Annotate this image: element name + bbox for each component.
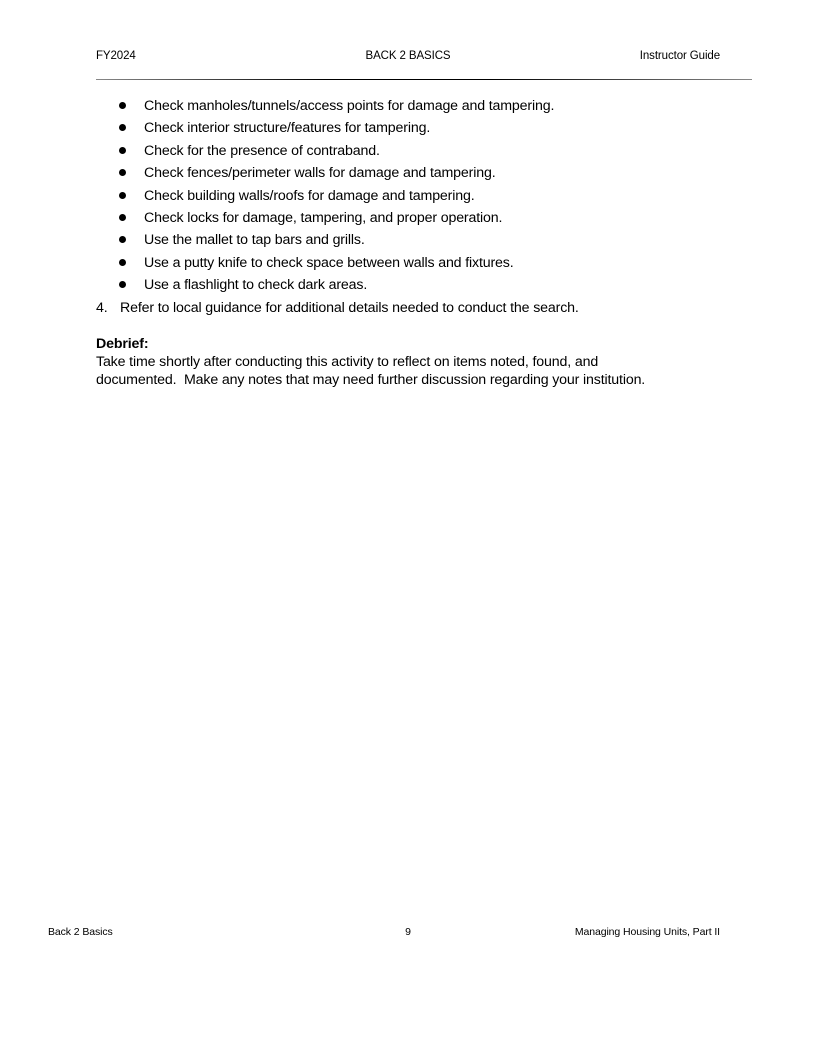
- bullet-icon: [119, 236, 126, 243]
- bullet-item: [96, 119, 736, 141]
- header-guide-type: Instructor Guide: [639, 50, 720, 62]
- bullet-text: Check for the presence of contraband.: [144, 142, 380, 159]
- bullet-item: [96, 97, 736, 119]
- page-body: [96, 97, 736, 390]
- debrief-paragraph: [96, 353, 736, 390]
- bullet-item: [96, 231, 736, 253]
- bullet-text: Check manholes/tunnels/access points for damage and tampering.: [144, 98, 555, 114]
- footer-program: Back 2 Basics: [48, 926, 113, 938]
- bullet-icon: [119, 281, 126, 288]
- page-number: 9: [405, 926, 411, 938]
- bullet-icon: [119, 147, 126, 154]
- header-title: BACK 2 BASICS: [365, 50, 451, 62]
- bullet-item: [96, 164, 736, 186]
- bullet-item: [96, 187, 736, 209]
- bullet-item: [96, 276, 736, 298]
- bullet-icon: [119, 259, 126, 266]
- bullet-text: Check fences/perimeter walls for damage and tampering.: [144, 165, 496, 182]
- bullet-icon: [119, 214, 126, 221]
- bullet-text: Check interior structure/features for tampering.: [144, 120, 431, 137]
- bullet-icon: [119, 169, 126, 176]
- bullet-icon: [119, 192, 126, 199]
- bullet-text: Check locks for damage, tampering, and proper operation.: [144, 209, 503, 226]
- header-fiscal-year: FY2024: [96, 50, 136, 62]
- step-number: 4.: [96, 299, 108, 316]
- step-text: Refer to local guidance for additional details needed to conduct the search.: [120, 299, 579, 316]
- bullet-icon: [119, 124, 126, 131]
- bullet-text: Use a flashlight to check dark areas.: [144, 277, 368, 294]
- header-divider: [96, 79, 752, 80]
- bullet-text: Check building walls/roofs for damage and tampering.: [144, 187, 475, 204]
- bullet-item: [96, 142, 736, 164]
- bullet-list: [96, 97, 736, 299]
- debrief-line-2: documented. Make any notes that may need further discussion regarding your institution.: [96, 372, 646, 389]
- bullet-item: [96, 254, 736, 276]
- footer-module-title: Managing Housing Units, Part II: [574, 926, 720, 938]
- numbered-step: [96, 299, 736, 321]
- bullet-text: Use the mallet to tap bars and grills.: [144, 232, 365, 249]
- debrief-heading: Debrief:: [96, 335, 149, 352]
- bullet-item: [96, 209, 736, 231]
- bullet-text: Use a putty knife to check space between walls and fixtures.: [144, 254, 514, 271]
- debrief-line-1: Take time shortly after conducting this activity to reflect on items noted, found, and: [96, 353, 599, 370]
- bullet-icon: [119, 102, 126, 109]
